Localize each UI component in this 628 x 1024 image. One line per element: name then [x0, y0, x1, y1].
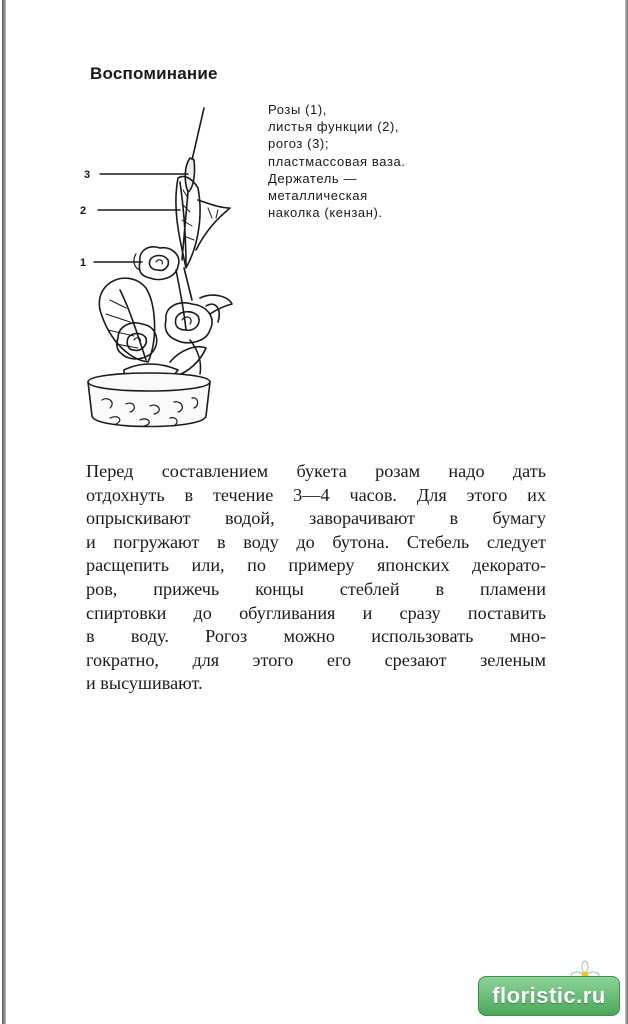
body-line: и погружают в воду до бутона. Стебель следует	[86, 531, 546, 552]
body-line: и высушивают.	[86, 673, 203, 694]
legend-line: пластмассовая ваза.	[268, 153, 406, 169]
page-title: Воспоминание	[90, 64, 218, 83]
figure-label-3: 3	[84, 169, 91, 181]
legend-line: листья функции (2),	[268, 119, 400, 135]
body-paragraph	[86, 460, 546, 696]
legend-line: Держатель —	[268, 170, 358, 186]
figure-label-2: 2	[80, 205, 87, 217]
body-line: Перед составлением букета розам надо дать	[86, 461, 546, 481]
page-edge-left	[2, 0, 6, 1024]
site-watermark: floristic.ru	[478, 976, 620, 1016]
body-line: спиртовки до обугливания и сразу поставить	[86, 602, 546, 623]
figure-legend	[268, 101, 468, 221]
legend-line: металлическая	[268, 188, 368, 204]
body-line: ров, прижечь концы стеблей в пламени	[86, 578, 546, 599]
body-line: гократно, для этого его срезают зеленым	[86, 649, 546, 670]
body-line: расщепить или, по примеру японских декорато-	[86, 555, 546, 576]
legend-line: наколка (кензан).	[268, 205, 383, 221]
legend-line: рогоз (3);	[268, 136, 330, 152]
body-line: опрыскивают водой, заворачивают в бумагу	[86, 508, 546, 529]
body-line: в воду. Рогоз можно использовать мно-	[86, 626, 546, 647]
flower-arrangement-illustration	[80, 100, 250, 435]
body-line: отдохнуть в течение 3—4 часов. Для этого их	[86, 484, 546, 505]
legend-line: Розы (1),	[268, 102, 327, 117]
figure-label-1: 1	[80, 257, 87, 269]
